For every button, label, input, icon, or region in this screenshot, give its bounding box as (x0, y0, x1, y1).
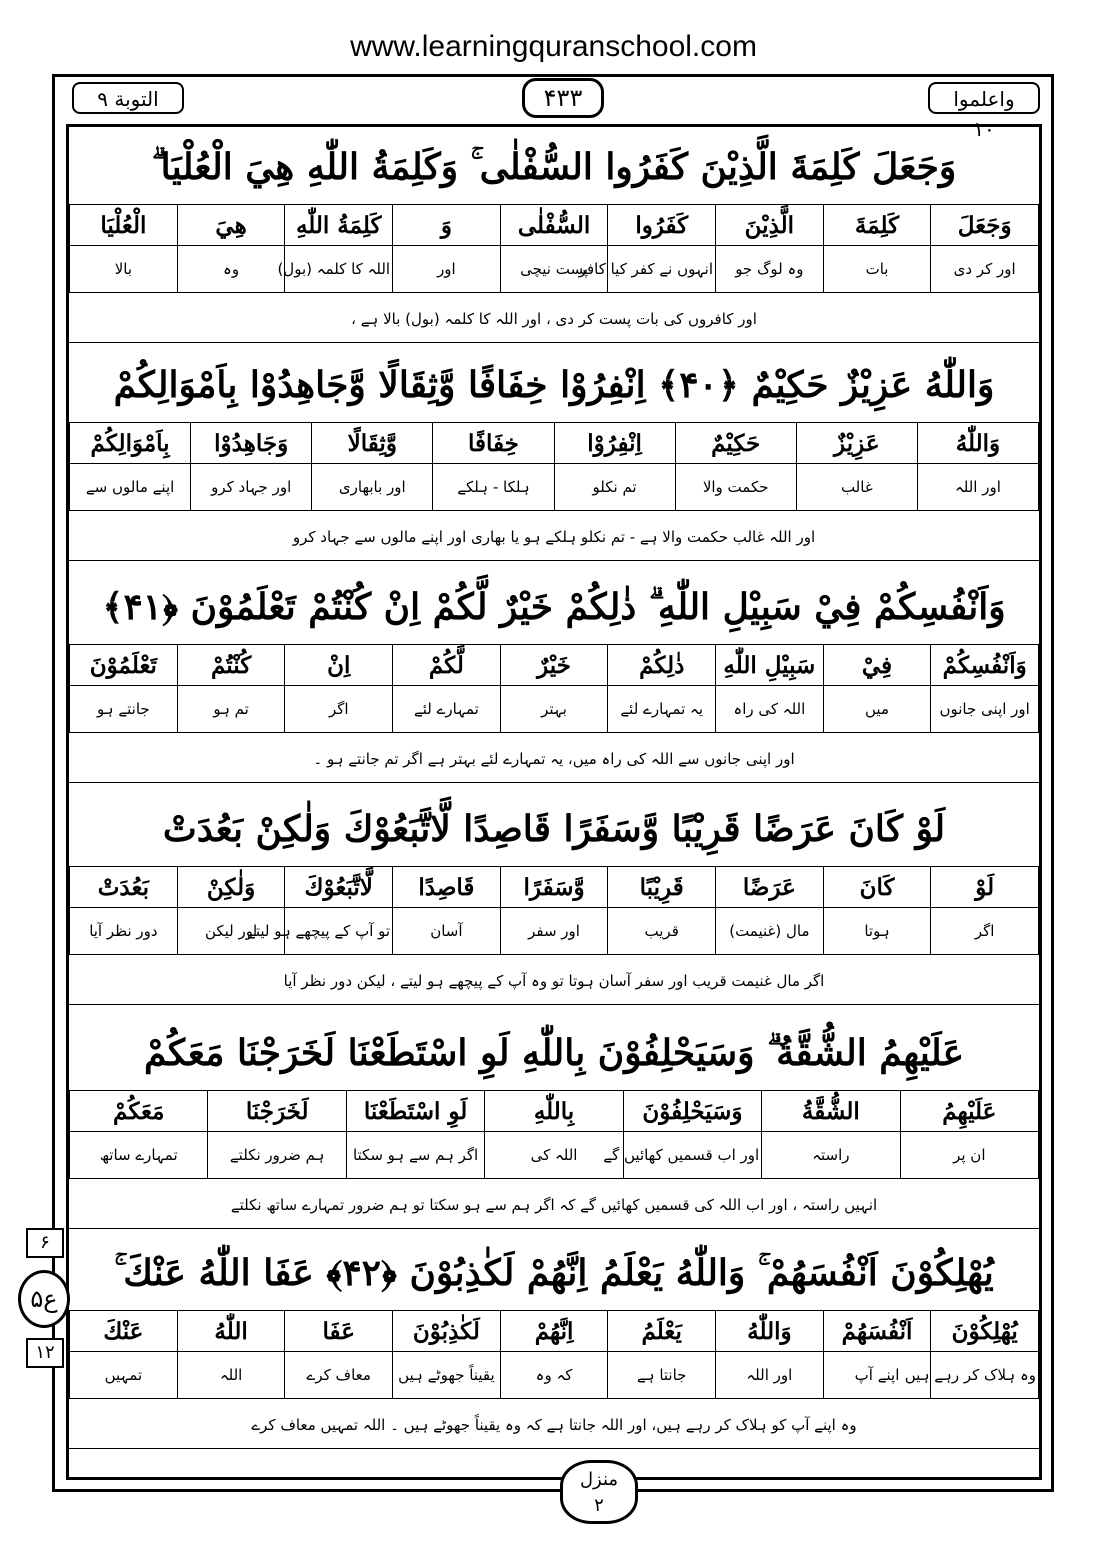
arabic-word: وَاللّٰهُ (917, 423, 1038, 464)
arabic-word: يُهْلِكُوْنَ (931, 1311, 1039, 1352)
arabic-word: لَوِ اسْتَطَعْنَا (346, 1091, 484, 1132)
urdu-meaning: اور بابھاری (312, 464, 433, 511)
urdu-meaning: قریب (608, 908, 716, 955)
arabic-word: فِيْ (823, 645, 931, 686)
ayah-text: وَاللّٰهُ عَزِيْزٌ حَكِيْمٌ ﴿۴۰﴾ اِنْفِرُوْا خِفَافًا وَّثِقَالًا وَّجَاهِدُوْا بِاَمْوَالِكُمْ (113, 364, 995, 406)
urdu-meaning: وہ (177, 246, 285, 293)
word-table (69, 1310, 1039, 1399)
urdu-meaning: اللہ (177, 1352, 285, 1399)
arabic-word: وَجَاهِدُوْا (191, 423, 312, 464)
translation-line: انہیں راستہ ، اور اب اللہ کی قسمیں کھائیں گے کہ اگر ہم سے ہو سکتا تو ہم ضرور تمہارے ساتھ نکلتے (69, 1182, 1039, 1229)
urdu-meaning: اور اللہ (917, 464, 1038, 511)
arabic-word: كَانَ (823, 867, 931, 908)
urdu-meaning: اور سفر (500, 908, 608, 955)
urdu-meaning: ہلکا - ہلکے (433, 464, 554, 511)
arabic-word-row (70, 423, 1039, 464)
surah-label: التوبة ۹ (72, 82, 184, 114)
arabic-word: كَفَرُوا (608, 205, 716, 246)
manzil-number: ۲ (594, 1495, 604, 1516)
urdu-meaning: بات (823, 246, 931, 293)
arabic-word: كَلِمَةَ (823, 205, 931, 246)
arabic-word: السُّفْلٰى (500, 205, 608, 246)
arabic-word: الشُّقَّةُ (762, 1091, 900, 1132)
arabic-word: وَسَيَحْلِفُوْنَ (623, 1091, 761, 1132)
arabic-word: عَزِيْزٌ (796, 423, 917, 464)
arabic-word: خِفَافًا (433, 423, 554, 464)
arabic-word: حَكِيْمٌ (675, 423, 796, 464)
urdu-meaning: کہ وہ (500, 1352, 608, 1399)
arabic-word: اِنَّهُمْ (500, 1311, 608, 1352)
arabic-word: مَعَكُمْ (70, 1091, 208, 1132)
arabic-word: لَّكُمْ (393, 645, 501, 686)
translation-line: اگر مال غنیمت قریب اور سفر آسان ہوتا تو وہ آپ کے پیچھے ہو لیتے ، لیکن دور نظر آیا (69, 958, 1039, 1005)
urdu-meaning: جانتے ہو (70, 686, 178, 733)
arabic-word: لَكٰذِبُوْنَ (393, 1311, 501, 1352)
urdu-meaning: تو آپ کے پیچھے ہو لیتے (285, 908, 393, 955)
urdu-meaning: جانتا ہے (608, 1352, 716, 1399)
arabic-word: اِنْ (285, 645, 393, 686)
arabic-word: خَيْرٌ (500, 645, 608, 686)
urdu-meaning: میں (823, 686, 931, 733)
arabic-word: لَّاتَّبَعُوْكَ (285, 867, 393, 908)
arabic-word: يَعْلَمُ (608, 1311, 716, 1352)
urdu-meaning: ہم ضرور نکلتے (208, 1132, 346, 1179)
arabic-word: لَوْ (931, 867, 1039, 908)
urdu-meaning: تم نکلو (554, 464, 675, 511)
urdu-meaning: وہ ہلاک کر رہے ہیں (931, 1352, 1039, 1399)
arabic-word: تَعْلَمُوْنَ (70, 645, 178, 686)
urdu-meaning: معاف کرے (285, 1352, 393, 1399)
arabic-word-row (70, 645, 1039, 686)
urdu-meaning: دور نظر آیا (70, 908, 178, 955)
arabic-word: كَلِمَةُ اللّٰهِ (285, 205, 393, 246)
urdu-meaning: یہ تمہارے لئے (608, 686, 716, 733)
urdu-meaning: اپنے آپ (823, 1352, 931, 1399)
urdu-meaning: غالب (796, 464, 917, 511)
urdu-meaning: اگر (931, 908, 1039, 955)
urdu-meaning: اللہ کی راہ (716, 686, 824, 733)
translation-line: اور کافروں کی بات پست کر دی ، اور اللہ کا کلمہ (بول) بالا ہے ، (69, 296, 1039, 343)
urdu-meaning: مال (غنیمت) (716, 908, 824, 955)
arabic-word: عَفَا (285, 1311, 393, 1352)
urdu-meaning: اللہ کا کلمہ (بول) (285, 246, 393, 293)
arabic-word: وَ (393, 205, 501, 246)
meaning-row (70, 908, 1039, 955)
ayah-text: عَلَيْهِمُ الشُّقَّةُ ۗ وَسَيَحْلِفُوْنَ بِاللّٰهِ لَوِ اسْتَطَعْنَا لَخَرَجْنَا مَعَكُمْ (143, 1032, 965, 1074)
urdu-meaning: بالا (70, 246, 178, 293)
arabic-word-row (70, 205, 1039, 246)
word-table (69, 1090, 1039, 1179)
arabic-word: اَنْفُسَهُمْ (823, 1311, 931, 1352)
word-table (69, 422, 1039, 511)
arabic-word: بِاَمْوَالِكُمْ (70, 423, 191, 464)
ayah-block (69, 1234, 1039, 1452)
arabic-word: وَجَعَلَ (931, 205, 1039, 246)
arabic-word: بِاللّٰهِ (485, 1091, 623, 1132)
arabic-word: اللّٰهُ (177, 1311, 285, 1352)
ayah-block (69, 790, 1039, 1008)
word-table (69, 204, 1039, 293)
ayah-block (69, 568, 1039, 786)
urdu-meaning: اور کر دی (931, 246, 1039, 293)
urdu-meaning: تمہیں (70, 1352, 178, 1399)
manzil-label: منزل (579, 1469, 619, 1490)
arabic-word: كُنْتُمْ (177, 645, 285, 686)
word-table (69, 866, 1039, 955)
ayah-text: يُهْلِكُوْنَ اَنْفُسَهُمْ ۚ وَاللّٰهُ يَعْلَمُ اِنَّهُمْ لَكٰذِبُوْنَ ﴿۴۲﴾ عَفَا اللّٰهُ عَنْكَ ۚ (114, 1252, 994, 1294)
urdu-meaning: حکمت والا (675, 464, 796, 511)
urdu-meaning: اور جہاد کرو (191, 464, 312, 511)
arabic-word: الْعُلْيَا (70, 205, 178, 246)
ayah-block (69, 128, 1039, 346)
arabic-word: قَرِيْبًا (608, 867, 716, 908)
urdu-meaning: وہ لوگ جو (716, 246, 824, 293)
urdu-meaning: اور (393, 246, 501, 293)
arabic-word: بَعُدَتْ (70, 867, 178, 908)
arabic-word: وَاللّٰهُ (716, 1311, 824, 1352)
ruku-marker: ع۵ (18, 1270, 70, 1328)
urdu-meaning: انہوں نے کفر کیا کافر (608, 246, 716, 293)
arabic-word: وَّسَفَرًا (500, 867, 608, 908)
urdu-meaning: اور اب قسمیں کھائیں گے (623, 1132, 761, 1179)
urdu-meaning: اور اپنی جانوں (931, 686, 1039, 733)
meaning-row (70, 1352, 1039, 1399)
translation-line: اور اپنی جانوں سے اللہ کی راہ میں، یہ تمہارے لئے بہتر ہے اگر تم جانتے ہو ۔ (69, 736, 1039, 783)
urdu-meaning: اگر (285, 686, 393, 733)
para-label: واعلموا ۱۰ (928, 82, 1040, 114)
meaning-row (70, 686, 1039, 733)
urdu-meaning: یقیناً جھوٹے ہیں (393, 1352, 501, 1399)
urdu-meaning: اگر ہم سے ہو سکتا (346, 1132, 484, 1179)
arabic-word: قَاصِدًا (393, 867, 501, 908)
arabic-word-row (70, 1091, 1039, 1132)
urdu-meaning: تم ہو (177, 686, 285, 733)
arabic-word: ذٰلِكُمْ (608, 645, 716, 686)
ayah-block (69, 346, 1039, 564)
site-url: www.learningquranschool.com (350, 30, 757, 63)
arabic-word: لَخَرَجْنَا (208, 1091, 346, 1132)
manzil-marker (560, 1460, 638, 1524)
urdu-meaning: ان پر (900, 1132, 1038, 1179)
urdu-meaning: پست نیچی (500, 246, 608, 293)
meaning-row (70, 464, 1039, 511)
arabic-word: سَبِيْلِ اللّٰهِ (716, 645, 824, 686)
urdu-meaning: اپنے مالوں سے (70, 464, 191, 511)
arabic-word-row (70, 1311, 1039, 1352)
urdu-meaning: آسان (393, 908, 501, 955)
ayah-text: وَجَعَلَ كَلِمَةَ الَّذِيْنَ كَفَرُوا السُّفْلٰى ۚ وَكَلِمَةُ اللّٰهِ هِيَ الْعُلْيَا ۗ (151, 146, 957, 188)
arabic-word: هِيَ (177, 205, 285, 246)
arabic-word: عَرَضًا (716, 867, 824, 908)
ayah-block (69, 1014, 1039, 1232)
margin-number-bottom: ۱۲ (26, 1338, 64, 1368)
arabic-word: عَنْكَ (70, 1311, 178, 1352)
urdu-meaning: راستہ (762, 1132, 900, 1179)
page-number: ۴۳۳ (522, 78, 604, 118)
arabic-word-row (70, 867, 1039, 908)
urdu-meaning: اور اللہ (716, 1352, 824, 1399)
ayah-text: لَوْ كَانَ عَرَضًا قَرِيْبًا وَّسَفَرًا قَاصِدًا لَّاتَّبَعُوْكَ وَلٰكِنْ بَعُدَتْ (162, 808, 946, 850)
urdu-meaning: تمہارے لئے (393, 686, 501, 733)
word-table (69, 644, 1039, 733)
urdu-meaning: ہوتا (823, 908, 931, 955)
ayah-text: وَاَنْفُسِكُمْ فِيْ سَبِيْلِ اللّٰهِ ۗ ذٰلِكُمْ خَيْرٌ لَّكُمْ اِنْ كُنْتُمْ تَعْلَمُوْنَ ﴿۴۱﴾ (102, 586, 1006, 628)
arabic-word: عَلَيْهِمُ (900, 1091, 1038, 1132)
meaning-row (70, 1132, 1039, 1179)
arabic-word: وَاَنْفُسِكُمْ (931, 645, 1039, 686)
translation-line: وہ اپنے آپ کو ہلاک کر رہے ہیں، اور اللہ جانتا ہے کہ وہ یقیناً جھوٹے ہیں ۔ اللہ تمہیں معاف کرے (69, 1402, 1039, 1449)
arabic-word: الَّذِيْنَ (716, 205, 824, 246)
arabic-word: وَّثِقَالًا (312, 423, 433, 464)
margin-number-top: ۶ (26, 1228, 64, 1258)
arabic-word: اِنْفِرُوْا (554, 423, 675, 464)
arabic-word: وَلٰكِنْ (177, 867, 285, 908)
translation-line: اور اللہ غالب حکمت والا ہے - تم نکلو ہلکے ہو یا بھاری اور اپنے مالوں سے جہاد کرو (69, 514, 1039, 561)
urdu-meaning: اللہ کی (485, 1132, 623, 1179)
urdu-meaning: تمہارے ساتھ (70, 1132, 208, 1179)
urdu-meaning: بہتر (500, 686, 608, 733)
urdu-meaning: اور لیکن (177, 908, 285, 955)
meaning-row (70, 246, 1039, 293)
